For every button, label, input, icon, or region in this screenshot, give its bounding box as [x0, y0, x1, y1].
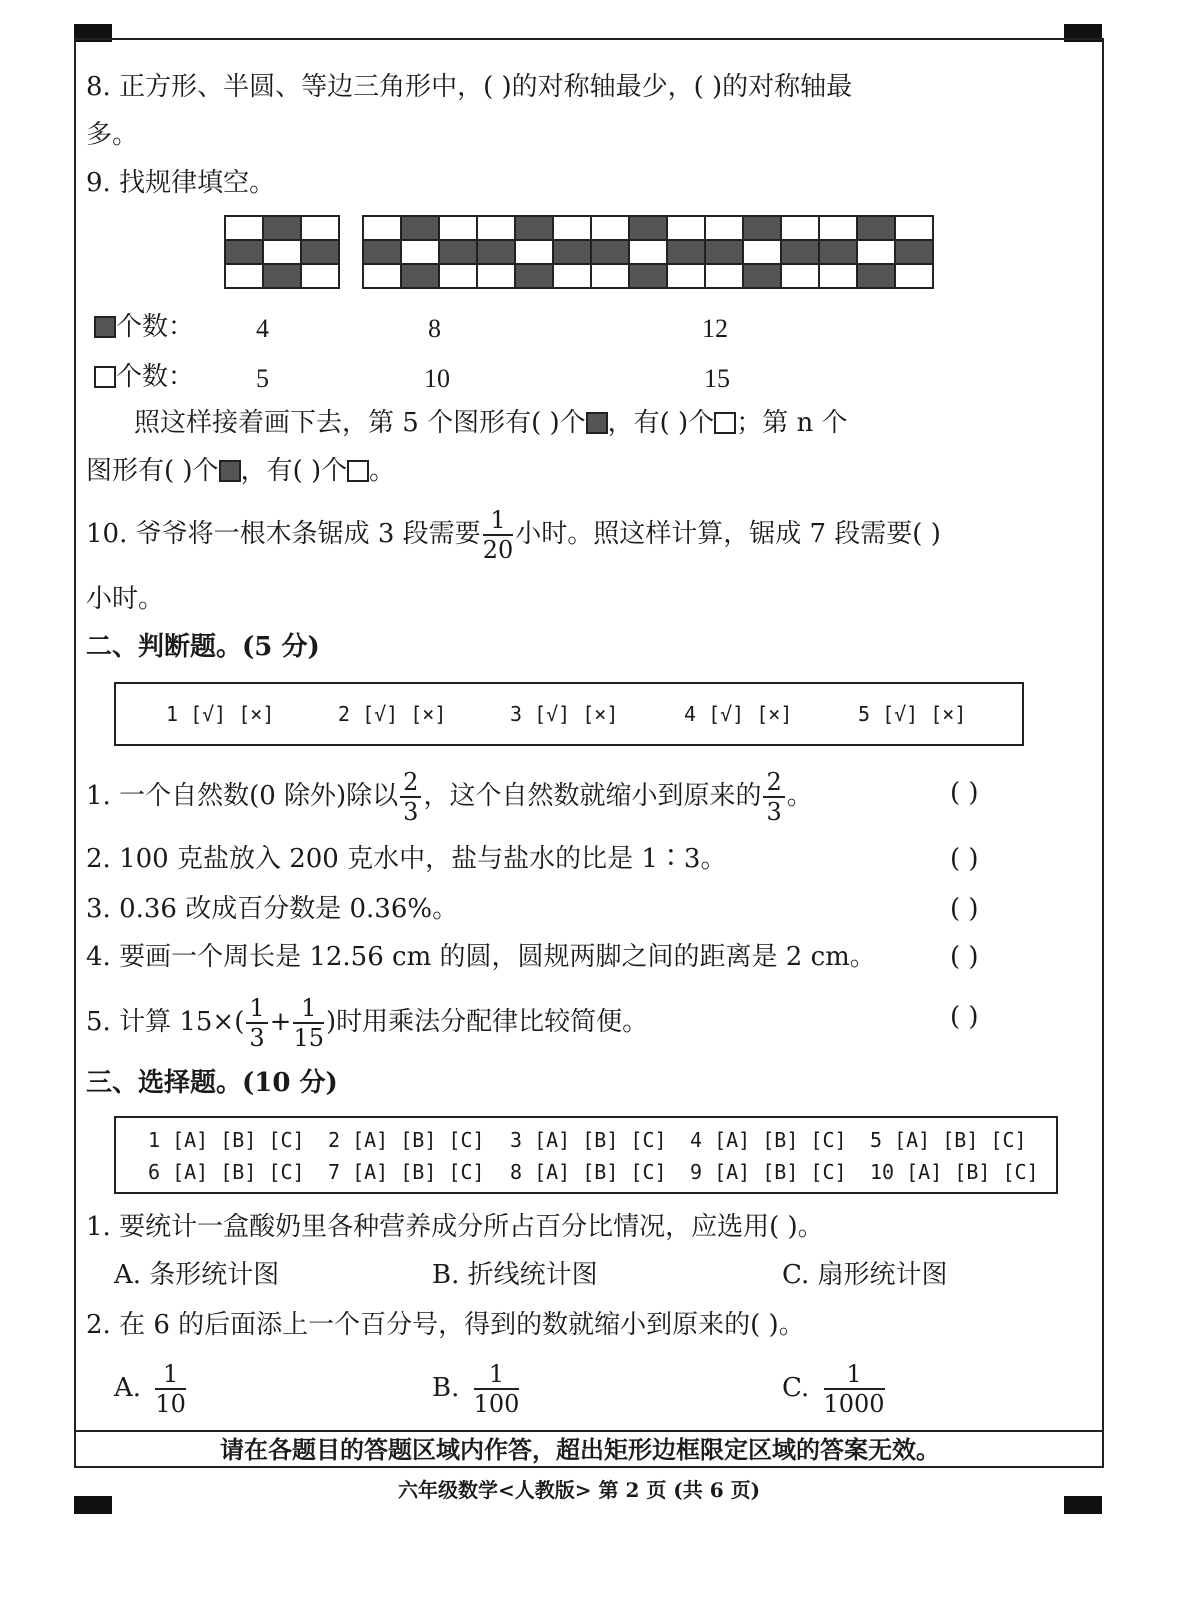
choice-bubble-6[interactable]: 6 [A] [B] [C]	[148, 1160, 305, 1184]
filled-count-2: 8	[428, 314, 441, 343]
q10-line1: 10. 爷爷将一根木条锯成 3 段需要 $\frac{1}{20}$ 小时。照这样计算，锯成 7 段需要( )	[86, 506, 941, 564]
choice-bubble-3[interactable]: 3 [A] [B] [C]	[510, 1128, 667, 1152]
choice-bubble-9[interactable]: 9 [A] [B] [C]	[690, 1160, 847, 1184]
choice-bubble-5[interactable]: 5 [A] [B] [C]	[870, 1128, 1027, 1152]
q9-title: 9. 找规律填空。	[86, 168, 276, 198]
judgement-q4: 4. 要画一个周长是 12.56 cm 的圆，圆规两脚之间的距离是 2 cm。	[86, 942, 876, 972]
filled-square-icon	[94, 316, 116, 338]
section3-title: 三、选择题。(10 分)	[86, 1068, 338, 1098]
empty-count-2: 10	[424, 364, 450, 393]
judgement-bubble-3[interactable]: 3 [√] [×]	[510, 702, 619, 726]
judgement-bubble-2[interactable]: 2 [√] [×]	[338, 702, 447, 726]
registration-mark-bottom-right	[1064, 1496, 1102, 1514]
choice-q1-option-b: B. 折线统计图	[432, 1260, 598, 1290]
empty-count-3: 15	[704, 364, 730, 393]
judgement-q2-paren[interactable]: ( )	[950, 844, 979, 874]
empty-square-icon	[347, 460, 369, 482]
judgement-q3: 3. 0.36 改成百分数是 0.36%。	[86, 894, 459, 924]
answer-area-notice: 请在各题目的答题区域内作答，超出矩形边框限定区域的答案无效。	[220, 1435, 940, 1464]
judgement-q4-paren[interactable]: ( )	[950, 942, 979, 972]
empty-square-icon	[94, 366, 116, 388]
q10-line2: 小时。	[86, 584, 165, 614]
choice-bubble-2[interactable]: 2 [A] [B] [C]	[328, 1128, 485, 1152]
judgement-q5: 5. 计算 15×( $\frac{1}{3}$ + $\frac{1}{15}$ )时用乘法分配律比较简便。	[86, 994, 649, 1052]
choice-q1-option-a: A. 条形统计图	[114, 1260, 280, 1290]
choice-q1-option-c: C. 扇形统计图	[782, 1260, 948, 1290]
choice-q1: 1. 要统计一盒酸奶里各种营养成分所占百分比情况，应选用( )。	[86, 1212, 824, 1242]
empty-square-icon	[714, 412, 736, 434]
notice-divider	[74, 1430, 1104, 1432]
empty-count-1: 5	[256, 364, 269, 393]
page-footer: 六年级数学<人教版> 第 2 页 (共 6 页)	[398, 1478, 761, 1502]
judgement-q5-paren[interactable]: ( )	[950, 1002, 979, 1032]
filled-count-3: 12	[702, 314, 728, 343]
empty-count-row: 个数：	[94, 364, 194, 390]
choice-q2: 2. 在 6 的后面添上一个百分号，得到的数就缩小到原来的( )。	[86, 1310, 805, 1340]
filled-square-icon	[586, 412, 608, 434]
judgement-q1-paren[interactable]: ( )	[950, 778, 979, 808]
choice-q2-option-a: A. $\frac{1}{10}$	[114, 1360, 186, 1418]
q8-line1: 8. 正方形、半圆、等边三角形中，( )的对称轴最少，( )的对称轴最	[86, 72, 853, 102]
filled-count-row: 个数：	[94, 314, 194, 340]
choice-bubble-10[interactable]: 10 [A] [B] [C]	[870, 1160, 1039, 1184]
q9-text-line1: 照这样接着画下去，第 5 个图形有( )个 ，有( )个 ；第 n 个	[134, 408, 848, 438]
registration-mark-bottom-left	[74, 1496, 112, 1514]
fraction: $\frac{1}{20}$	[482, 506, 514, 564]
judgement-q1: 1. 一个自然数(0 除外)除以 $\frac{2}{3}$ ，这个自然数就缩小到原来的 $\frac{2}{3}$ 。	[86, 768, 813, 826]
judgement-bubble-4[interactable]: 4 [√] [×]	[684, 702, 793, 726]
judgement-q3-paren[interactable]: ( )	[950, 894, 979, 924]
q8-line2: 多。	[86, 120, 139, 150]
choice-bubble-1[interactable]: 1 [A] [B] [C]	[148, 1128, 305, 1152]
judgement-q2: 2. 100 克盐放入 200 克水中，盐与盐水的比是 1∶3。	[86, 844, 727, 874]
pattern-figure-2	[362, 215, 592, 289]
pattern-figure-3	[590, 215, 934, 289]
pattern-figure-1	[224, 215, 340, 289]
choice-bubble-7[interactable]: 7 [A] [B] [C]	[328, 1160, 485, 1184]
judgement-bubble-5[interactable]: 5 [√] [×]	[858, 702, 967, 726]
choice-q2-option-b: B. $\frac{1}{100}$	[432, 1360, 520, 1418]
filled-square-icon	[219, 460, 241, 482]
filled-count-1: 4	[256, 314, 269, 343]
judgement-bubble-1[interactable]: 1 [√] [×]	[166, 702, 275, 726]
choice-bubble-8[interactable]: 8 [A] [B] [C]	[510, 1160, 667, 1184]
q9-text-line2: 图形有( )个 ，有( )个 。	[86, 456, 396, 486]
section2-title: 二、判断题。(5 分)	[86, 632, 320, 662]
choice-q2-option-c: C. $\frac{1}{1000}$	[782, 1360, 885, 1418]
choice-bubble-4[interactable]: 4 [A] [B] [C]	[690, 1128, 847, 1152]
